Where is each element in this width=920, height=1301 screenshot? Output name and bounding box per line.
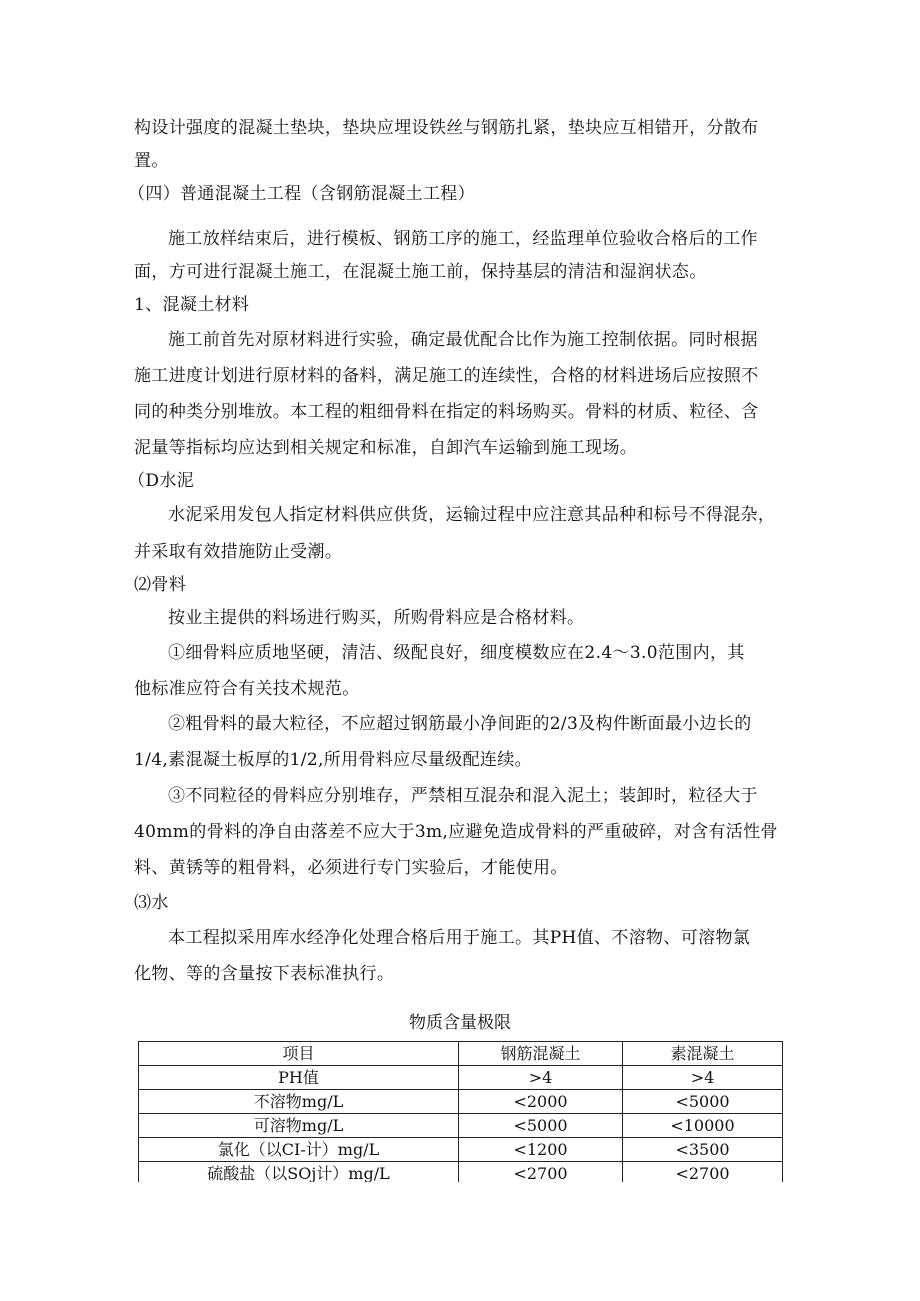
table-cell: 可溶物mg/L — [139, 1114, 459, 1138]
item-heading: ⑶水 — [134, 893, 169, 913]
paragraph-line: 施工进度计划进行原材料的备料，满足施工的连续性，合格的材料进场后应按照不 — [134, 366, 759, 386]
paragraph-line: 40mm的骨料的净自由落差不应大于3m,应避免造成骨料的严重破碎，对含有活性骨 — [134, 822, 778, 842]
header-reinforced-concrete: 钢筋混凝土 — [459, 1042, 623, 1066]
paragraph-line: 1/4,素混凝土板厚的1/2,所用骨料应尽量级配连续。 — [134, 750, 532, 770]
paragraph-line: 同的种类分别堆放。本工程的粗细骨料在指定的料场购买。骨料的材质、粒径、含 — [134, 402, 759, 422]
subsection-heading: 1、混凝土材料 — [134, 295, 250, 315]
paragraph-line: 按业主提供的料场进行购买，所购骨料应是合格材料。 — [168, 608, 585, 628]
table-cell: <5000 — [623, 1090, 783, 1114]
table-cell: >4 — [623, 1066, 783, 1090]
paragraph-line: 面，方可进行混凝土施工，在混凝土施工前，保持基层的清洁和湿润状态。 — [134, 262, 707, 282]
paragraph-line: 泥量等指标均应达到相关规定和标准，自卸汽车运输到施工现场。 — [134, 438, 638, 458]
paragraph-line: 并采取有效措施防止受潮。 — [134, 542, 343, 562]
table-cell: <3500 — [623, 1138, 783, 1162]
table-cell: >4 — [459, 1066, 623, 1090]
paragraph-line: 施工前首先对原材料进行实验，确定最优配合比作为施工控制依据。同时根据 — [168, 330, 758, 350]
item-heading: （D水泥 — [128, 471, 195, 491]
table-row — [139, 1066, 783, 1090]
table-cell: 氯化（以CI-计）mg/L — [139, 1138, 459, 1162]
paragraph-line: 施工放样结束后，进行模板、钢筋工序的施工，经监理单位验收合格后的工作 — [168, 229, 758, 249]
paragraph-line: ③不同粒径的骨料应分别堆存，严禁相互混杂和混入泥土；装卸时，粒径大于 — [168, 786, 758, 806]
table-cell: <1200 — [459, 1138, 623, 1162]
table-cell: <2700 — [623, 1162, 783, 1186]
table-cell: <2700 — [459, 1162, 623, 1186]
paragraph-line: ②粗骨料的最大粒径，不应超过钢筋最小净间距的2/3及构件断面最小边长的 — [168, 714, 752, 734]
item-heading: ⑵骨料 — [134, 575, 187, 595]
section-heading: （四）普通混凝土工程（含钢筋混凝土工程） — [128, 184, 475, 204]
table-row — [139, 1114, 783, 1138]
table-row — [139, 1090, 783, 1114]
table-cell: <2000 — [459, 1090, 623, 1114]
paragraph-line: 料、黄锈等的粗骨料，必须进行专门实验后，才能使用。 — [134, 858, 568, 878]
table-cell: <10000 — [623, 1114, 783, 1138]
paragraph-line: 他标准应符合有关技术规范。 — [134, 679, 360, 699]
table-cell: 不溶物mg/L — [139, 1090, 459, 1114]
table-caption: 物质含量极限 — [409, 1013, 511, 1033]
paragraph-line: 本工程拟采用库水经净化处理合格后用于施工。其PH值、不溶物、可溶物氯 — [168, 928, 751, 948]
paragraph-line: ①细骨料应质地坚硬，清洁、级配良好，细度模数应在2.4～3.0范围内，其 — [168, 643, 745, 663]
header-plain-concrete: 素混凝土 — [623, 1042, 783, 1066]
table-header-row — [139, 1042, 783, 1066]
table-cell: 硫酸盐（以SOj计）mg/L — [139, 1162, 459, 1186]
table-row — [139, 1138, 783, 1162]
page-cut-mask — [136, 1182, 786, 1212]
paragraph-line: 化物、等的含量按下表标准执行。 — [134, 964, 395, 984]
table-cell: <5000 — [459, 1114, 623, 1138]
header-item: 项目 — [139, 1042, 459, 1066]
paragraph-line: 置。 — [134, 151, 169, 171]
paragraph-line: 水泥采用发包人指定材料供应供货，运输过程中应注意其品种和标号不得混杂， — [168, 505, 776, 525]
paragraph-line: 构设计强度的混凝土垫块，垫块应埋设铁丝与钢筋扎紧，垫块应互相错开，分散布 — [134, 118, 759, 138]
substance-limit-table — [138, 1041, 783, 1186]
table-cell: PH值 — [139, 1066, 459, 1090]
